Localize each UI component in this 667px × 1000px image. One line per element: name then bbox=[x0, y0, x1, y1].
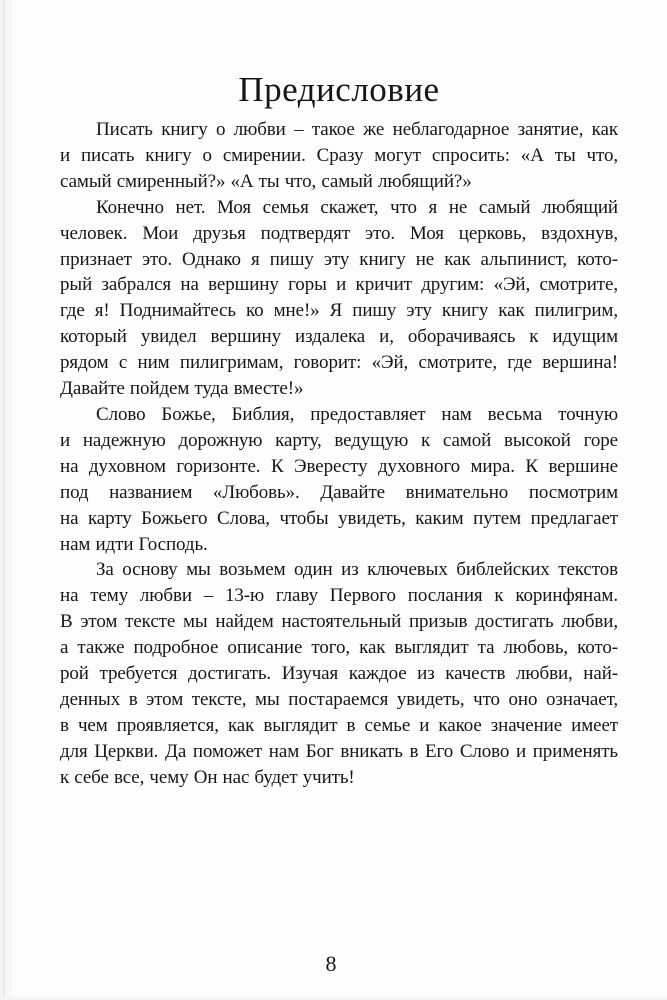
text-line: рой требуется достигать. Изучая каждое из качеств любви, най- bbox=[60, 663, 618, 685]
paragraph bbox=[60, 117, 618, 195]
text-line: признает это. Однако я пишу эту книгу не как альпинист, кото- bbox=[60, 248, 618, 270]
scan-artifact-line bbox=[10, 0, 11, 1000]
text-line: а также подробное описание того, как выглядит та любовь, кото- bbox=[60, 637, 618, 659]
paragraph bbox=[60, 402, 618, 557]
text-line: на карту Божьего Слова, чтобы увидеть, каким путем предлагает bbox=[60, 507, 618, 529]
text-line: человек. Мои друзья подтвердят это. Моя церковь, вздохнув, bbox=[60, 222, 618, 244]
text-line: в чем проявляется, как выглядит в семье и какое значение имеет bbox=[60, 714, 618, 736]
text-line: на духовном горизонте. К Эвересту духовного мира. К вершине bbox=[60, 455, 618, 477]
text-line: денных в этом тексте, мы постараемся увидеть, что оно означает, bbox=[60, 688, 618, 710]
paragraph bbox=[60, 557, 618, 790]
text-line: Конечно нет. Моя семья скажет, что я не самый любящий bbox=[96, 196, 618, 218]
text-line: самый смиренный?» «А ты что, самый любящий?» bbox=[60, 170, 472, 192]
text-line: для Церкви. Да поможет нам Бог вникать в Его Слово и применять bbox=[60, 740, 618, 762]
text-line: который увидел вершину издалека и, оборачиваясь к идущим bbox=[60, 326, 618, 348]
text-line: В этом тексте мы найдем настоятельный призыв достигать любви, bbox=[60, 611, 618, 633]
text-line: и писать книгу о смирении. Сразу могут спросить: «А ты что, bbox=[60, 144, 618, 166]
text-line: и надежную дорожную карту, ведущую к самой высокой горе bbox=[60, 429, 618, 451]
text-line: где я! Поднимайтесь ко мне!» Я пишу эту книгу как пилигрим, bbox=[60, 300, 618, 322]
text-line: нам идти Господь. bbox=[60, 533, 208, 555]
text-line: Писать книгу о любви – такое же неблагодарное занятие, как bbox=[96, 119, 618, 140]
page-number: 8 bbox=[325, 951, 337, 976]
text-line: на тему любви – 13-ю главу Первого послания к коринфянам. bbox=[60, 585, 618, 607]
scan-artifact-line bbox=[3, 0, 5, 1000]
text-line: рый забрался на вершину горы и кричит другим: «Эй, смотрите, bbox=[60, 274, 618, 296]
text-line: под названием «Любовь». Давайте внимательно посмотрим bbox=[60, 481, 618, 503]
page-title: Предисловие bbox=[238, 70, 440, 109]
text-line: Слово Божье, Библия, предоставляет нам весьма точную bbox=[96, 403, 618, 425]
text-line: Давайте пойдем туда вместе!» bbox=[60, 378, 304, 400]
paragraph bbox=[60, 195, 618, 402]
text-line: За основу мы возьмем один из ключевых библейских текстов bbox=[96, 559, 618, 581]
preface-text bbox=[60, 117, 618, 791]
text-line: к себе все, чему Он нас будет учить! bbox=[60, 766, 355, 788]
text-line: рядом с ним пилигримам, говорит: «Эй, смотрите, где вершина! bbox=[60, 352, 618, 374]
